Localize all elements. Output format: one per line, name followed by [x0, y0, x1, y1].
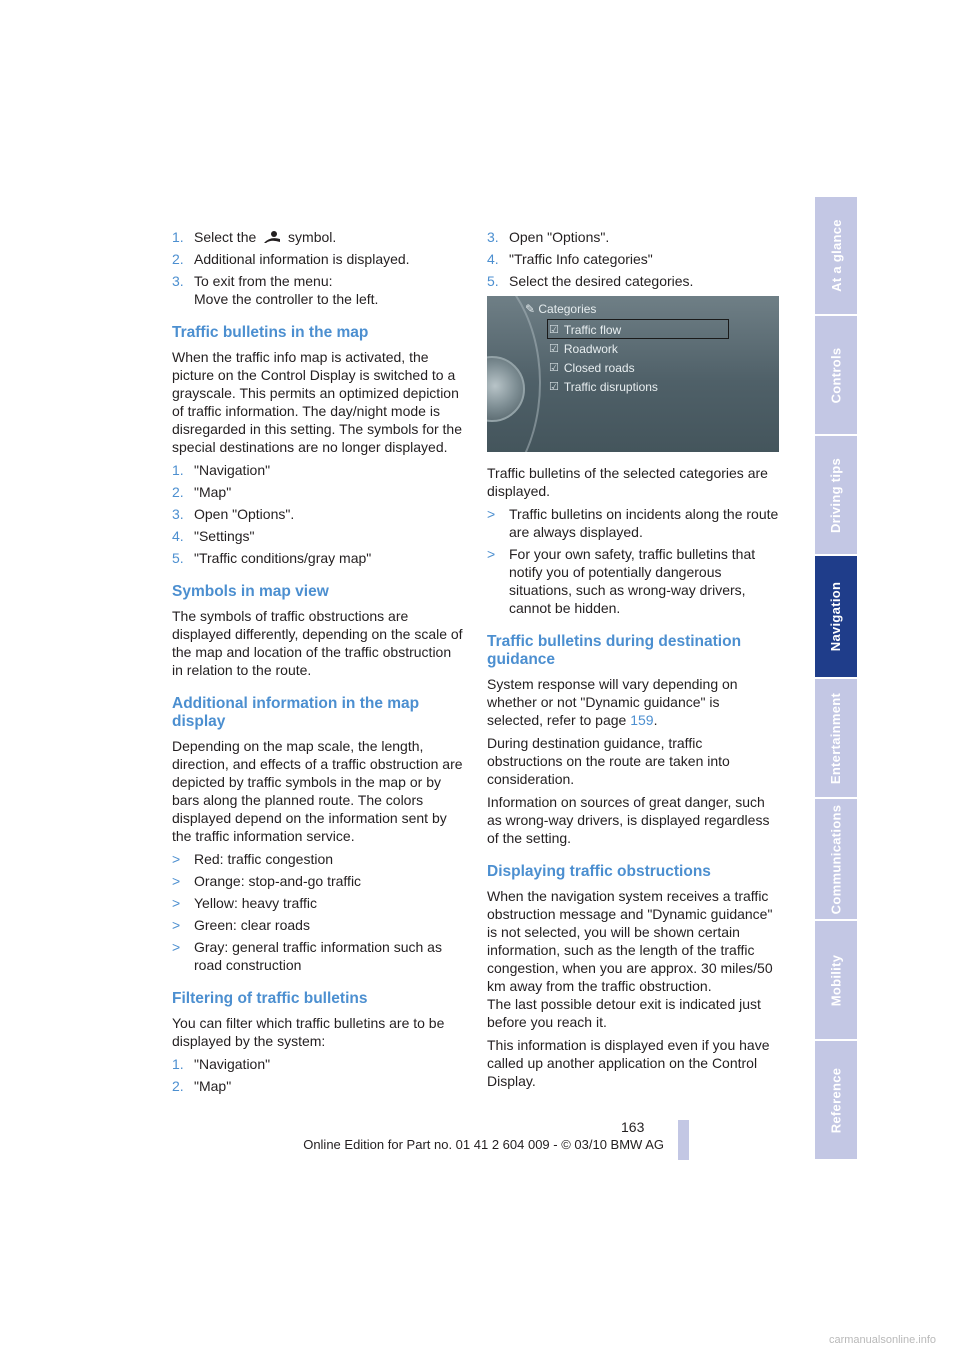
paragraph: This information is displayed even if you have called up another application on the Control Display.	[487, 1037, 770, 1089]
list-item	[172, 850, 464, 868]
step-text: Open "Options".	[194, 506, 295, 522]
paragraph: The last possible detour exit is indicated just before you reach it.	[487, 996, 761, 1030]
bullet-marker: >	[172, 917, 181, 933]
step-number: 2.	[172, 251, 184, 267]
bullet-text: Traffic bulletins on incidents along the route are always displayed.	[509, 506, 779, 540]
step-number: 2.	[172, 484, 184, 500]
tab-mobility[interactable]: Mobility	[815, 921, 857, 1041]
bullet-marker: >	[172, 873, 181, 889]
footer-text: Online Edition for Part no. 01 41 2 604 009 - © 03/10 BMW AG	[303, 1137, 664, 1152]
bullet-text: Orange: stop-and-go traffic	[194, 873, 362, 889]
step-text: To exit from the menu:	[194, 273, 333, 289]
section-heading: Additional information in the map display	[172, 695, 420, 730]
category-item: ☑ Closed roads	[549, 361, 635, 375]
checkbox-icon: ☑	[549, 343, 559, 355]
step-number: 3.	[172, 506, 184, 522]
tab-reference[interactable]: Reference	[815, 1041, 857, 1161]
paragraph: When the navigation system receives a traffic obstruction message and "Dynamic guidance" is not selected, you will be shown certain information, such as the length of the traffic congestion, when you are approx. 30 miles/50 km away from the traffic obstruction.	[487, 888, 773, 994]
tab-driving-tips[interactable]: Driving tips	[815, 436, 857, 556]
pencil-icon: ✎	[525, 302, 539, 316]
page-reference-link[interactable]: 159	[630, 712, 654, 728]
checkbox-icon: ☑	[549, 362, 559, 374]
list-item	[172, 505, 464, 523]
step-text: Select the desired categories.	[509, 273, 694, 289]
list-item	[487, 545, 779, 617]
screen-header: ✎ Categories	[525, 302, 597, 316]
bullet-text: For your own safety, traffic bulletins that notify you of potentially dangerous situations, such as wrong-way drivers, cannot be hidden.	[509, 546, 756, 616]
step-number: 1.	[172, 462, 184, 478]
step-text: "Map"	[194, 1078, 232, 1094]
paragraph: System response will vary depending on whether or not "Dynamic guidance" is selected, refer to page 159.	[487, 676, 738, 728]
list-item	[172, 938, 464, 974]
paragraph: The symbols of traffic obstructions are displayed differently, depending on the scale of the map and location of the traffic obstruction in relation to the route.	[172, 608, 463, 678]
tab-controls[interactable]: Controls	[815, 316, 857, 436]
list-item	[172, 894, 464, 912]
control-display-screenshot	[487, 296, 779, 452]
footer-bar	[678, 1120, 689, 1160]
list-item	[172, 228, 464, 246]
bullet-marker: >	[487, 506, 496, 522]
bullet-marker: >	[172, 939, 181, 955]
list-item	[172, 916, 464, 934]
list-item	[172, 272, 464, 308]
checkbox-icon: ☑	[549, 324, 559, 336]
list-item	[172, 483, 464, 501]
step-text: symbol.	[288, 229, 337, 245]
step-number: 5.	[487, 273, 499, 289]
bullet-text: Red: traffic congestion	[194, 851, 334, 867]
checkbox-icon: ☑	[549, 381, 559, 393]
paragraph: When the traffic info map is activated, the picture on the Control Display is switched to a grayscale. This permits an optimized depiction of traffic information. The day/night mode is disregarded in this setting. The symbols for the special destinations are no longer displayed.	[172, 349, 463, 455]
step-text: Additional information is displayed.	[194, 251, 410, 267]
watermark: carmanualsonline.info	[828, 1334, 936, 1346]
tab-communications[interactable]: Communications	[815, 799, 857, 921]
bullet-marker: >	[487, 546, 496, 562]
section-heading: Displaying traffic obstructions	[487, 863, 711, 880]
paragraph: Information on sources of great danger, such as wrong-way drivers, is displayed regardless of the setting.	[487, 794, 770, 846]
traffic-symbol-icon	[262, 230, 282, 244]
section-heading: Traffic bulletins in the map	[172, 324, 369, 341]
section-heading: Symbols in map view	[172, 583, 329, 600]
tab-navigation[interactable]: Navigation	[815, 556, 857, 679]
list-item	[172, 461, 464, 479]
list-item	[487, 505, 779, 541]
paragraph: During destination guidance, traffic obstructions on the route are taken into consideration.	[487, 735, 730, 787]
step-text: "Navigation"	[194, 462, 271, 478]
step-text: "Traffic Info categories"	[509, 251, 653, 267]
step-text: "Navigation"	[194, 1056, 271, 1072]
list-item	[172, 1055, 464, 1073]
step-text: "Settings"	[194, 528, 255, 544]
page-number: 163	[621, 1119, 645, 1135]
step-text: "Traffic conditions/gray map"	[194, 550, 372, 566]
list-item	[172, 872, 464, 890]
category-item: ☑ Roadwork	[549, 342, 618, 356]
category-item: ☑ Traffic flow	[549, 323, 622, 337]
step-text: Move the controller to the left.	[194, 291, 379, 307]
section-heading: Traffic bulletins during destination guidance	[487, 633, 742, 668]
list-item	[487, 272, 779, 290]
left-column	[172, 228, 464, 1099]
step-number: 5.	[172, 550, 184, 566]
step-text: Open "Options".	[509, 229, 610, 245]
step-text: "Map"	[194, 484, 232, 500]
bullet-text: Green: clear roads	[194, 917, 310, 933]
paragraph: Depending on the map scale, the length, direction, and effects of a traffic obstruction are depicted by traffic symbols in the map or by bars along the planned route. The colors displayed depend on the information sent by the traffic information service.	[172, 738, 463, 844]
bullet-marker: >	[172, 851, 181, 867]
paragraph: You can filter which traffic bulletins are to be displayed by the system:	[172, 1015, 445, 1049]
step-number: 3.	[487, 229, 499, 245]
bullet-marker: >	[172, 895, 181, 911]
step-number: 4.	[487, 251, 499, 267]
list-item	[172, 549, 464, 567]
list-item	[487, 228, 779, 246]
right-column	[487, 228, 779, 1095]
list-item	[172, 1077, 464, 1095]
step-number: 3.	[172, 273, 184, 289]
tab-at-a-glance[interactable]: At a glance	[815, 197, 857, 316]
bullet-text: Yellow: heavy traffic	[194, 895, 317, 911]
bullet-text: Gray: general traffic information such as road construction	[194, 939, 442, 973]
step-number: 1.	[172, 229, 184, 245]
tab-entertainment[interactable]: Entertainment	[815, 679, 857, 799]
paragraph: Traffic bulletins of the selected categories are displayed.	[487, 465, 768, 499]
step-number: 4.	[172, 528, 184, 544]
step-number: 2.	[172, 1078, 184, 1094]
section-heading: Filtering of traffic bulletins	[172, 990, 368, 1007]
chapter-tabs	[815, 197, 857, 1159]
step-number: 1.	[172, 1056, 184, 1072]
step-text: Select the	[194, 229, 257, 245]
list-item	[172, 527, 464, 545]
list-item	[487, 250, 779, 268]
list-item	[172, 250, 464, 268]
category-item: ☑ Traffic disruptions	[549, 380, 658, 394]
